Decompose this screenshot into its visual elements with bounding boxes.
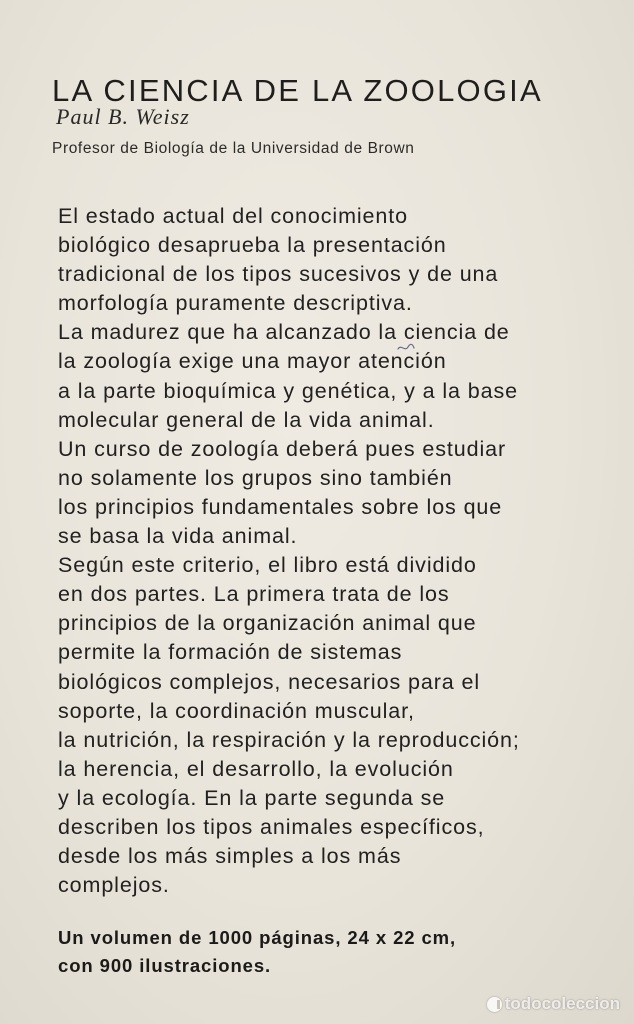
todocoleccion-logo-icon: [487, 997, 502, 1012]
description-line: desde los más simples a los más: [58, 844, 402, 869]
description-line: los principios fundamentales sobre los que: [58, 494, 503, 519]
description-line: complejos.: [58, 873, 170, 898]
description-line: El estado actual del conocimiento: [58, 204, 409, 228]
description-text: [58, 202, 618, 900]
description-line: la zoología exige una mayor atención: [58, 349, 447, 374]
pen-mark: [396, 340, 416, 354]
site-watermark: [487, 994, 620, 1014]
description-line: principios de la organización animal que: [58, 611, 477, 636]
description-line: biológicos complejos, necesarios para el: [58, 669, 481, 694]
description-line: la nutrición, la respiración y la reproducción;: [58, 727, 520, 752]
watermark-text: todocoleccion: [504, 994, 620, 1013]
description-line: morfología puramente descriptiva.: [58, 291, 413, 316]
description-line: permite la formación de sistemas: [58, 640, 403, 665]
description-line: la herencia, el desarrollo, la evolución: [58, 756, 454, 781]
description-line: en dos partes. La primera trata de los: [58, 582, 450, 607]
description-line: describen los tipos animales específicos,: [58, 814, 485, 839]
author-name: Paul B. Weisz: [56, 104, 190, 129]
description-line: La madurez que ha alcanzado la ciencia de: [58, 320, 510, 345]
volume-details: [58, 924, 618, 980]
description-line: tradicional de los tipos sucesivos y de una: [58, 262, 499, 287]
volume-details-line: Un volumen de 1000 páginas, 24 x 22 cm,: [58, 927, 457, 948]
description-line: se basa la vida animal.: [58, 524, 298, 549]
description-line: no solamente los grupos sino también: [58, 465, 453, 490]
author-affiliation: Profesor de Biología de la Universidad de Brown: [52, 140, 415, 157]
description-line: biológico desaprueba la presentación: [58, 233, 447, 258]
description-line: soporte, la coordinación muscular,: [58, 698, 415, 723]
description-line: y la ecología. En la parte segunda se: [58, 785, 446, 810]
description-line: Un curso de zoología deberá pues estudiar: [58, 436, 507, 461]
description-line: a la parte bioquímica y genética, y a la base: [58, 378, 519, 403]
book-title: LA CIENCIA DE LA ZOOLOGIA: [52, 72, 543, 108]
volume-details-line: con 900 ilustraciones.: [58, 955, 272, 976]
description-line: Según este criterio, el libro está dividido: [58, 553, 477, 578]
description-line: molecular general de la vida animal.: [58, 407, 435, 432]
